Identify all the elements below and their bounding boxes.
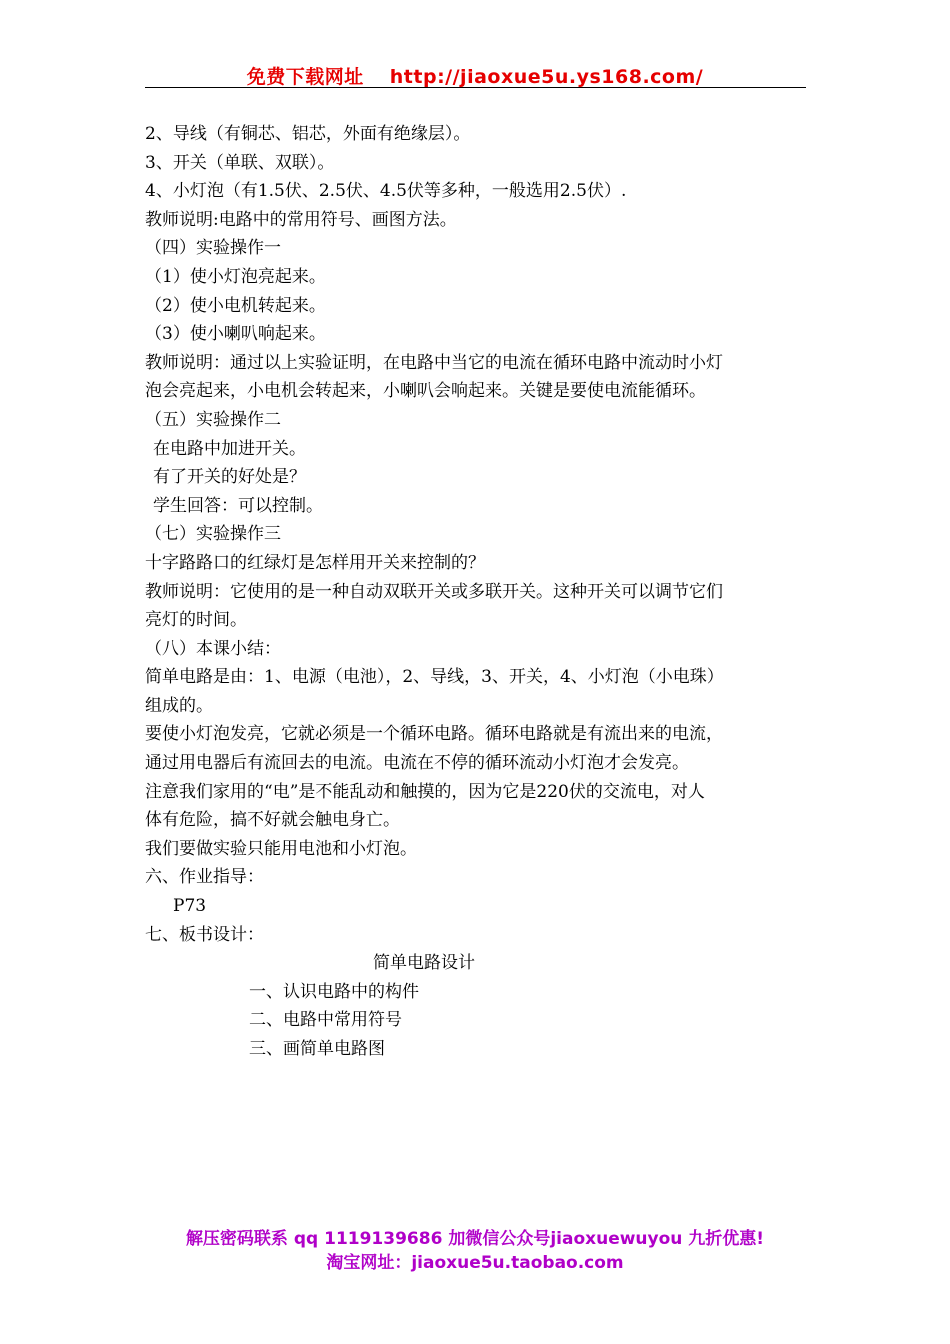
text-line: 教师说明：它使用的是一种自动双联开关或多联开关。这种开关可以调节它们 [145, 581, 723, 602]
text-line: 十字路路口的红绿灯是怎样用开关来控制的？ [145, 552, 485, 573]
text-line: 注意我们家用的“电”是不能乱动和触摸的，因为它是220伏的交流电，对人 [145, 781, 705, 802]
text-line: 学生回答：可以控制。 [153, 495, 323, 516]
text-line: 教师说明：通过以上实验证明，在电路中当它的电流在循环电路中流动时小灯 [145, 352, 723, 373]
text-line: （3）使小喇叭响起来。 [145, 324, 326, 345]
text-line: （七）实验操作三 [145, 524, 281, 545]
text-line: 要使小灯泡发亮，它就必须是一个循环电路。循环电路就是有流出来的电流， [145, 724, 723, 745]
header-divider [145, 87, 806, 88]
text-line: 泡会亮起来，小电机会转起来，小喇叭会响起来。关键是要使电流能循环。 [145, 381, 706, 402]
footer-contact: 解压密码联系 qq 1119139686 加微信公众号jiaoxuewuyou 九折优惠! [185, 1229, 765, 1249]
text-line: （1）使小灯泡亮起来。 [145, 266, 326, 287]
text-line: 体有危险，搞不好就会触电身亡。 [145, 810, 400, 831]
text-line: 我们要做实验只能用电池和小灯泡。 [145, 838, 417, 859]
text-line: 有了开关的好处是？ [153, 467, 306, 488]
text-line: 三、画简单电路图 [249, 1039, 385, 1059]
footer-shop-link[interactable]: 淘宝网址：jiaoxue5u.taobao.com [326, 1253, 624, 1273]
text-line: 一、认识电路中的构件 [249, 981, 419, 1002]
text-line: 六、作业指导： [145, 867, 264, 888]
text-line: 简单电路设计 [373, 953, 475, 974]
text-line: 二、电路中常用符号 [249, 1010, 402, 1031]
text-line: 4、小灯泡（有1.5伏、2.5伏、4.5伏等多种，一般选用2.5伏）. [145, 181, 627, 202]
text-line: （四）实验操作一 [145, 238, 281, 259]
text-line: （五）实验操作二 [145, 409, 281, 430]
text-line: 教师说明:电路中的常用符号、画图方法。 [145, 209, 457, 230]
text-line: 组成的。 [145, 695, 213, 716]
text-line: 简单电路是由：1、电源（电池），2、导线，3、开关，4、小灯泡（小电珠） [145, 667, 724, 688]
text-line: （八）本课小结： [145, 638, 281, 659]
page-header [145, 62, 805, 89]
text-line: 亮灯的时间。 [145, 610, 247, 631]
text-line: 2、导线（有铜芯、铝芯，外面有绝缘层）。 [145, 124, 471, 144]
header-title: 免费下载网址 [246, 66, 364, 88]
text-line: 七、板书设计： [145, 924, 264, 945]
text-line: 3、开关（单联、双联）。 [145, 152, 335, 173]
text-line: P73 [173, 896, 207, 917]
document-body [145, 120, 815, 1064]
text-line: 在电路中加进开关。 [153, 438, 306, 459]
header-url-link[interactable]: http://jiaoxue5u.ys168.com/ [389, 66, 704, 88]
text-line: 通过用电器后有流回去的电流。电流在不停的循环流动小灯泡才会发亮。 [145, 753, 689, 774]
text-line: （2）使小电机转起来。 [145, 295, 326, 316]
